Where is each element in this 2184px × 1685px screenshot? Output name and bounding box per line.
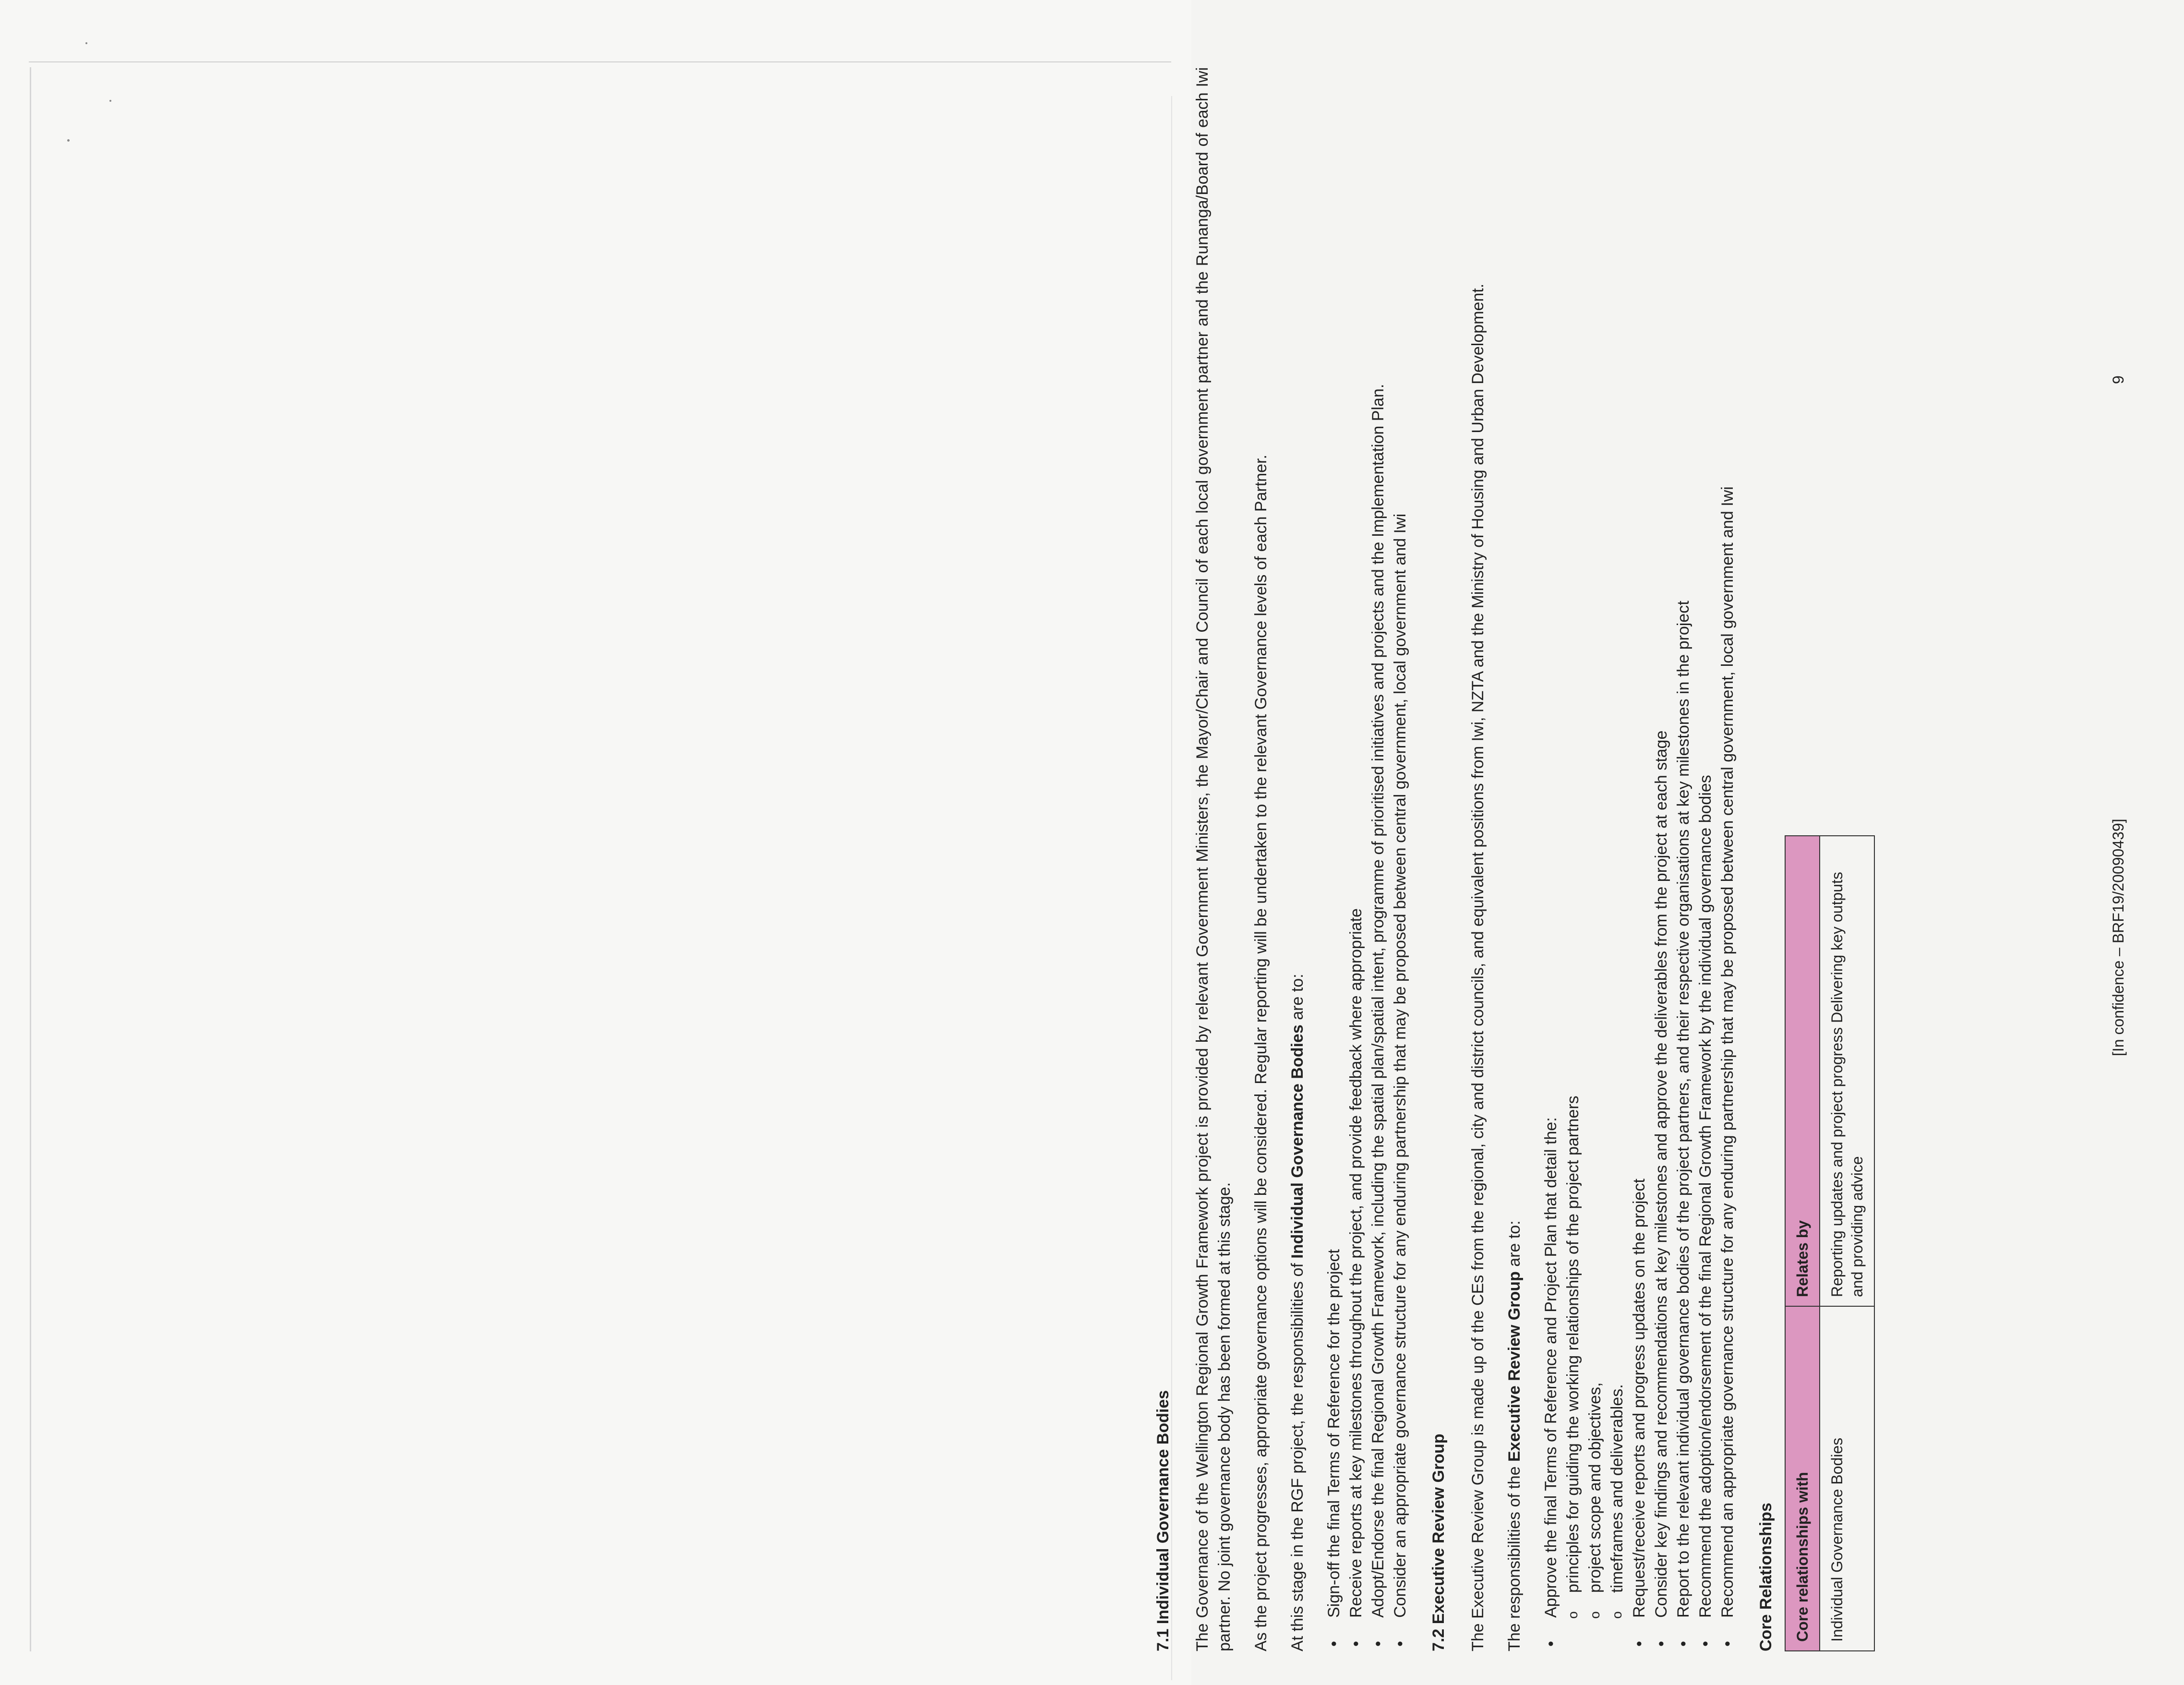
paragraph — [1503, 67, 1525, 1651]
core-relationships-table — [1785, 835, 1875, 1651]
list-item: • Sign-off the final Terms of Reference for the project — [1323, 67, 1345, 1627]
paragraph: The Governance of the Wellington Regional Growth Framework project is provided by relevant Government Ministers, the Mayor/Chair and Council of each local government partner and the Runanga/Board of each Iwi partner. No joint governance body has been formed at this stage. — [1193, 67, 1234, 1651]
list-item-text: Approve the final Terms of Reference and Project Plan that detail the: — [1542, 1117, 1560, 1618]
text: The responsibilities of the — [1505, 1462, 1524, 1651]
scan-edge — [29, 61, 1171, 62]
list-item: • Request/receive reports and progress updates on the project — [1628, 67, 1650, 1627]
list-item: • Adopt/Endorse the final Regional Growth Framework, including the spatial plan/spatial intent, programme of prioritised initiatives and projects and the Implementation Plan. — [1367, 67, 1389, 1627]
bold-text: Executive Review Group — [1505, 1271, 1524, 1462]
bullet-list — [1540, 67, 1739, 1651]
bullet-list — [1323, 67, 1411, 1651]
scan-edge — [30, 67, 31, 1651]
list-item: • Consider key findings and recommendations at key milestones and approve the deliverables from the project at each stage — [1650, 67, 1672, 1627]
scan-speck — [109, 100, 111, 102]
list-item: • Recommend an appropriate governance structure for any enduring partnership that may be proposed between central government, local government and Iwi — [1716, 67, 1739, 1627]
scan-speck — [85, 42, 87, 44]
list-item — [1540, 67, 1628, 1627]
rotated-content — [1152, 67, 2184, 1651]
text: At this stage in the RGF project, the responsibilities of — [1288, 1258, 1307, 1651]
sub-list-item: o project scope and objectives, — [1584, 67, 1606, 1602]
sub-list-item: o timeframes and deliverables. — [1606, 67, 1628, 1602]
page-footer — [2107, 67, 2131, 1651]
section-heading: Core Relationships — [1757, 1503, 1775, 1651]
list-item: • Report to the relevant individual governance bodies of the project partners, and their respective organisations at key milestones in the project — [1672, 67, 1694, 1627]
paragraph: As the project progresses, appropriate governance options will be considered. Regular reporting will be undertaken to the relevant Governance levels of each Partner. — [1252, 455, 1270, 1651]
sub-list-item: o principles for guiding the working relationships of the project partners — [1562, 67, 1584, 1602]
list-item: • Recommend the adoption/endorsement of the final Regional Growth Framework by the individual governance bodies — [1694, 67, 1716, 1627]
section-heading: 7.1 Individual Governance Bodies — [1154, 1390, 1172, 1651]
bold-text: Individual Governance Bodies — [1288, 1024, 1307, 1259]
table-header-row — [1785, 836, 1820, 1651]
page-number: 9 — [2110, 375, 2127, 384]
scan-speck — [67, 139, 70, 142]
table-cell: Reporting updates and project progress Delivering key outputs and providing advice — [1820, 836, 1874, 1306]
paragraph: The Executive Review Group is made up of the CEs from the regional, city and district councils, and equivalent positions from Iwi, NZTA and the Ministry of Housing and Urban Development. — [1469, 283, 1487, 1651]
table-header-cell: Relates by — [1785, 836, 1820, 1306]
sub-bullet-list — [1562, 67, 1628, 1618]
list-item: • Receive reports at key milestones throughout the project, and provide feedback where appropriate — [1345, 67, 1367, 1627]
text: are to: — [1505, 1220, 1524, 1272]
list-item: • Consider an appropriate governance structure for any enduring partnership that may be proposed between central government, local government and Iwi — [1389, 67, 1411, 1627]
section-heading: 7.2 Executive Review Group — [1429, 1433, 1448, 1651]
table-header-cell: Core relationships with — [1785, 1306, 1820, 1651]
text: are to: — [1288, 974, 1307, 1025]
table-row — [1820, 836, 1874, 1651]
table-cell: Individual Governance Bodies — [1820, 1306, 1874, 1651]
confidentiality-note: [In confidence – BRF19/20090439] — [2110, 818, 2127, 1056]
paragraph — [1286, 67, 1308, 1651]
